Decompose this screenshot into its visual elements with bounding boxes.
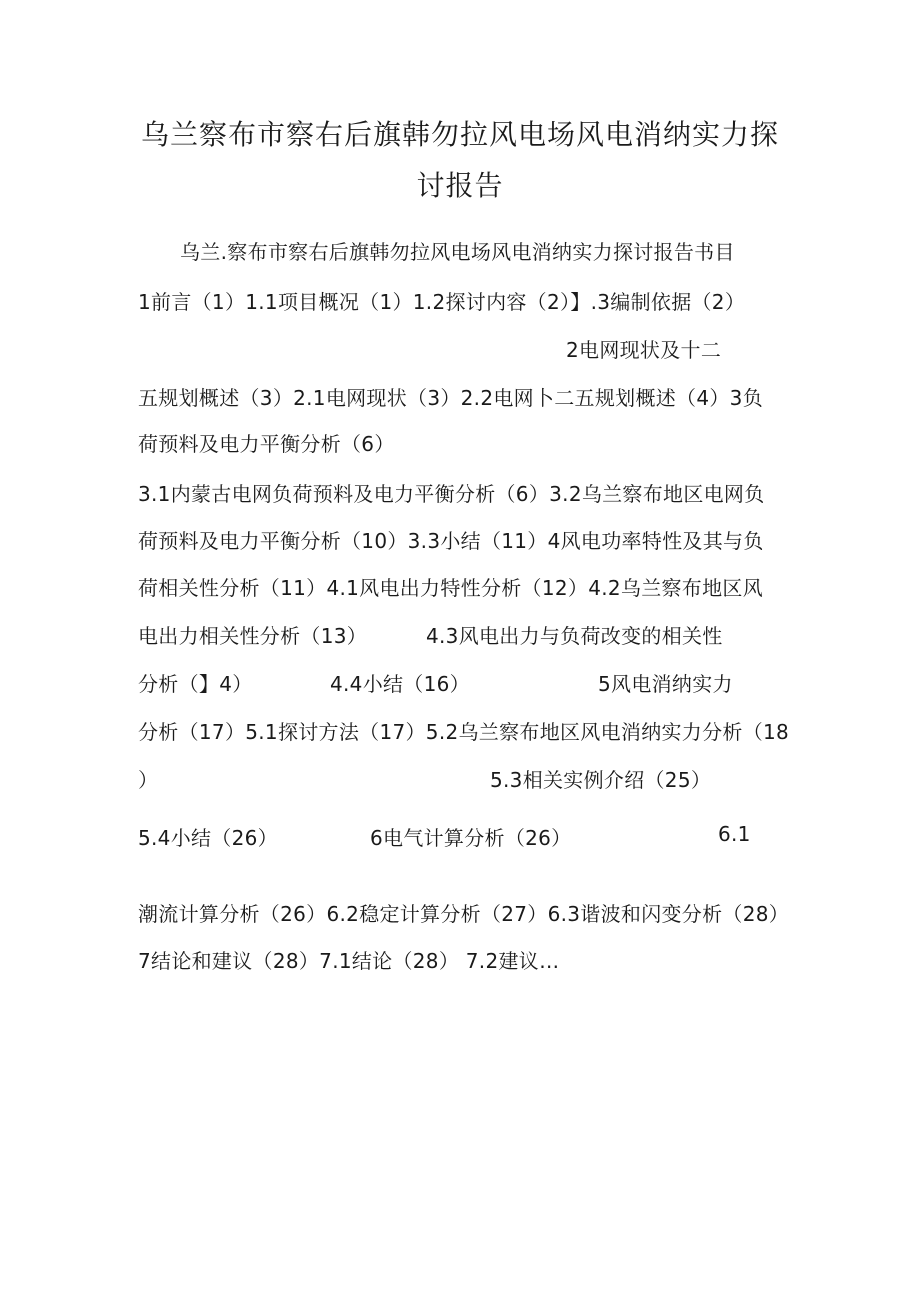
toc-line: 4.3风电出力与负荷改变的相关性 <box>426 624 723 648</box>
toc-line: 荷相关性分析（11）4.1风电出力特性分析（12）4.2乌兰察布地区风 <box>138 576 764 600</box>
toc-line: 2电网现状及十二 <box>566 338 722 362</box>
toc-line: 6.1 <box>718 822 751 846</box>
toc-line: 5风电消纳实力 <box>598 672 733 696</box>
toc-line: 7结论和建议（28）7.1结论（28） 7.2建议… <box>138 949 560 973</box>
toc-line: 分析（】4） <box>138 672 253 696</box>
toc-line: 电出力相关性分析（13） <box>138 624 368 648</box>
toc-line: 4.4小结（16） <box>330 672 470 696</box>
toc-line: ） <box>138 768 159 792</box>
toc-line: 潮流计算分析（26）6.2稳定计算分析（27）6.3谐波和闪变分析（28） <box>138 902 790 926</box>
toc-line: 荷预料及电力平衡分析（10）3.3小结（11）4风电功率特性及其与负 <box>138 529 764 553</box>
document-title-line-1: 乌兰察布市察右后旗韩勿拉风电场风电消纳实力探 <box>140 118 779 151</box>
document-title-line-2: 讨报告 <box>416 169 504 202</box>
toc-heading: 乌兰.察布市察右后旗韩勿拉风电场风电消纳实力探讨报告书目 <box>180 240 735 264</box>
toc-line: 5.3相关实例介绍（25） <box>490 768 712 792</box>
toc-line: 荷预料及电力平衡分析（6） <box>138 432 395 456</box>
toc-line: 分析（17）5.1探讨方法（17）5.2乌兰察布地区风电消纳实力分析（18 <box>138 720 790 744</box>
toc-line: 1前言（1）1.1项目概况（1）1.2探讨内容（2）】.3编制依据（2） <box>138 290 746 314</box>
toc-line: 5.4小结（26） <box>138 826 278 850</box>
toc-line: 6电气计算分析（26） <box>370 826 572 850</box>
toc-line: 五规划概述（3）2.1电网现状（3）2.2电网卜二五规划概述（4）3负 <box>138 386 764 410</box>
toc-line: 3.1内蒙古电网负荷预料及电力平衡分析（6）3.2乌兰察布地区电网负 <box>138 482 765 506</box>
